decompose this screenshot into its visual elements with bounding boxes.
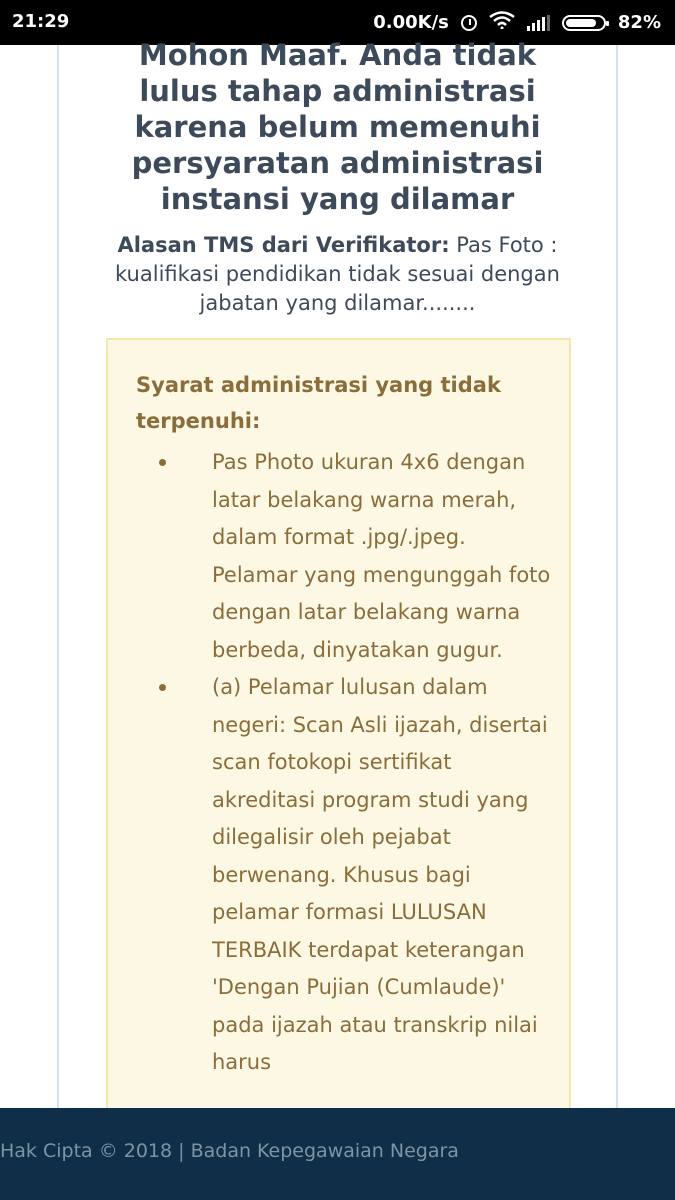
rejection-reason: [59, 231, 616, 318]
content-panel: [57, 38, 618, 1108]
wifi-icon: [489, 11, 515, 34]
status-icons: [373, 11, 661, 34]
list-item: Pas Photo ukuran 4x6 dengan latar belakang warna merah, dalam format .jpg/.jpeg. Pelamar yang mengunggah foto dengan latar belakang warna berbeda, dinyatakan gugur.: [136, 444, 556, 669]
requirements-alert: [106, 338, 571, 1138]
page-footer: [0, 1108, 675, 1200]
status-time: 21:29: [12, 11, 70, 32]
requirements-title: Syarat administrasi yang tidak terpenuhi:: [136, 373, 501, 433]
network-speed: 0.00K/s: [373, 12, 449, 33]
alarm-icon: [461, 15, 477, 31]
result-headline: Mohon Maaf. Anda tidak lulus tahap administrasi karena belum memenuhi persyaratan administrasi instansi yang dilamar: [131, 38, 544, 216]
copyright-text: Hak Cipta © 2018 | Badan Kepegawaian Negara: [0, 1140, 459, 1162]
battery-icon: [562, 15, 606, 31]
requirements-list: [136, 444, 556, 1082]
battery-percent: 82%: [617, 12, 661, 33]
reason-label: Alasan TMS dari Verifikator:: [117, 233, 450, 257]
signal-icon: [527, 15, 550, 31]
reason-text: Pas Foto : kualifikasi pendidikan tidak sesuai dengan jabatan yang dilamar........: [115, 233, 560, 315]
list-item: (a) Pelamar lulusan dalam negeri: Scan Asli ijazah, disertai scan fotokopi sertifikat akreditasi program studi yang dilegalisir oleh pejabat berwenang. Khusus bagi pelamar formasi LULUSAN TERBAIK terdapat keterangan 'Dengan Pujian (Cumlaude)' pada ijazah atau transkrip nilai harus: [136, 669, 556, 1082]
